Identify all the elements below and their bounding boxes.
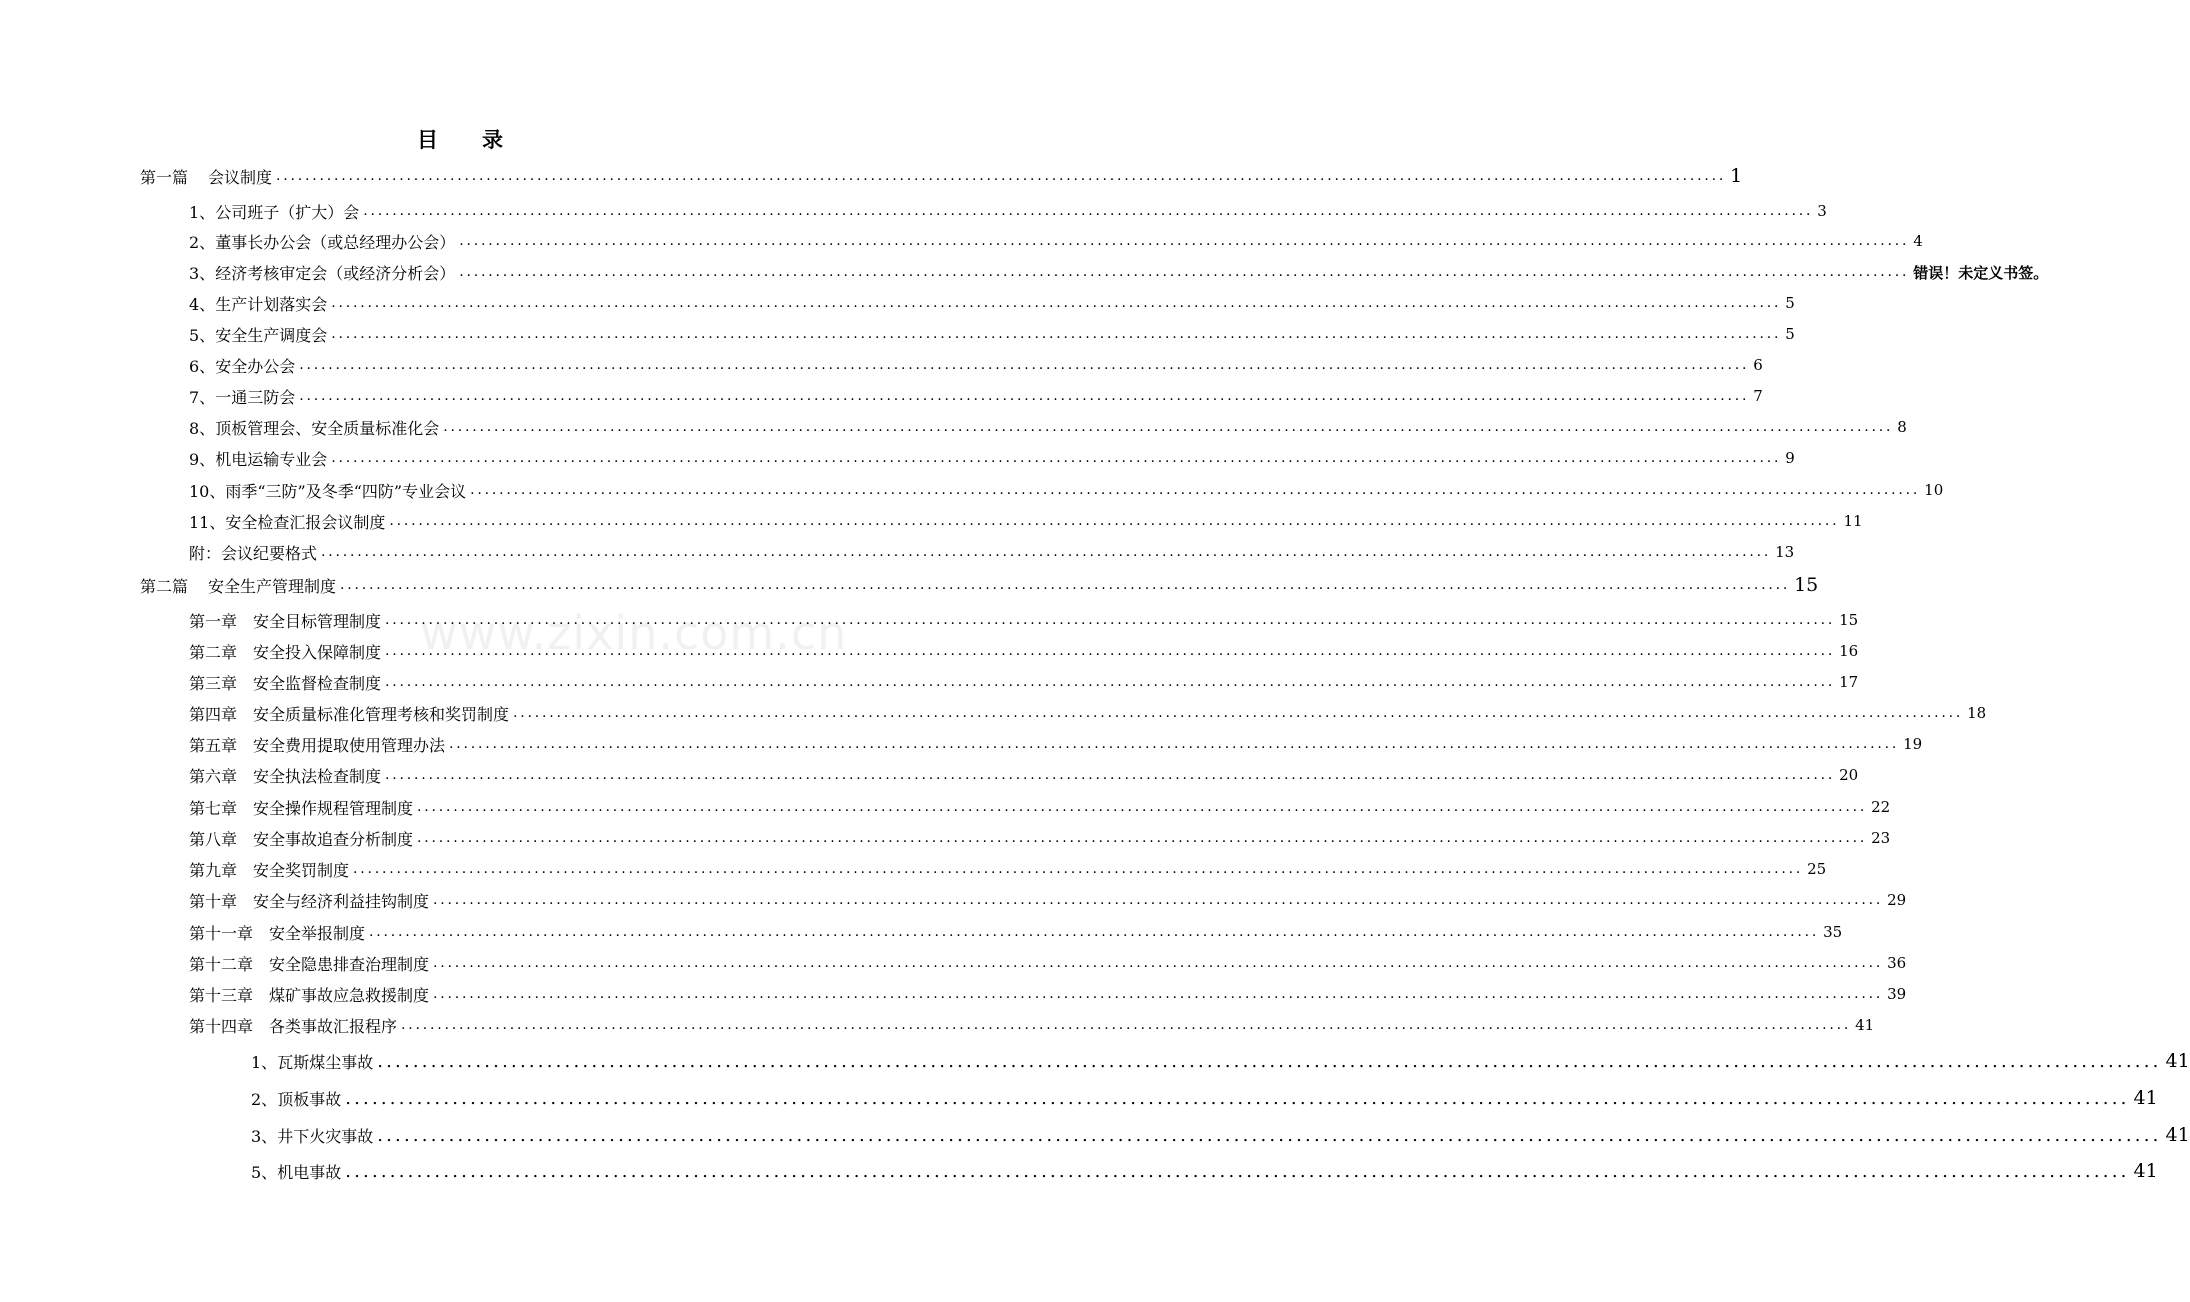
toc-entry-label	[251, 1087, 341, 1110]
toc-entry-title: 公司班子（扩大）会	[215, 202, 360, 222]
toc-entry-number: 9、	[189, 449, 216, 469]
dot-leader: ........................................................................................................................................................................................................	[377, 1050, 2162, 1072]
toc-entry-number: 6、	[189, 356, 216, 376]
toc-entry[interactable]	[189, 352, 1763, 378]
toc-entry-label	[189, 889, 429, 912]
toc-entry[interactable]	[251, 1119, 2190, 1151]
dot-leader: ........................................................................................................................................................................................................	[385, 612, 1836, 628]
toc-entry[interactable]	[140, 163, 1743, 189]
toc-entry-number: 第二章	[189, 642, 238, 662]
toc-entry-title: 安全隐患排查治理制度	[269, 954, 430, 974]
toc-entry-page: 29	[1887, 891, 1907, 909]
toc-entry[interactable]	[189, 508, 1863, 534]
toc-entry[interactable]	[189, 539, 1795, 565]
toc-entry-number: 第一篇	[140, 167, 189, 187]
toc-entry-page: 8	[1897, 418, 1907, 436]
toc-entry-page: 5	[1785, 325, 1795, 343]
toc-entry-title: 顶板管理会、安全质量标准化会	[215, 418, 440, 438]
toc-entry[interactable]	[189, 638, 1859, 664]
toc-entry-page: 11	[1843, 512, 1863, 530]
dot-leader: ........................................................................................................................................................................................................	[385, 674, 1836, 690]
toc-entry-page: 41	[2165, 1124, 2190, 1146]
toc-entry[interactable]	[189, 981, 1907, 1007]
toc-entry-title: 安全生产调度会	[215, 325, 328, 345]
toc-entry-page: 20	[1839, 766, 1859, 784]
toc-entry-title: 会议制度	[208, 167, 273, 187]
dot-leader: ........................................................................................................................................................................................................	[385, 643, 1836, 659]
toc-entry-number: 2、	[251, 1089, 278, 1109]
dot-leader: ........................................................................................................................................................................................................	[459, 233, 1910, 249]
toc-entry[interactable]	[189, 259, 2049, 285]
toc-entry-label	[189, 983, 429, 1006]
toc-entry-title: 各类事故汇报程序	[269, 1016, 398, 1036]
toc-entry-page: 16	[1839, 642, 1859, 660]
dot-leader: ........................................................................................................................................................................................................	[389, 513, 1840, 529]
toc-entry-page: 3	[1817, 202, 1827, 220]
toc-entry[interactable]	[189, 700, 1987, 726]
toc-entry-title: 机电事故	[277, 1162, 342, 1182]
toc-entry-number: 第九章	[189, 860, 238, 880]
toc-entry-title: 安全生产管理制度	[208, 576, 337, 596]
toc-entry-page: 41	[2165, 1050, 2190, 1072]
toc-entry-page: 41	[2133, 1087, 2158, 1109]
toc-entry-title: 经济考核审定会（或经济分析会）	[215, 263, 456, 283]
toc-entry-number: 第七章	[189, 798, 238, 818]
dot-leader: ........................................................................................................................................................................................................	[331, 450, 1782, 466]
watermark: www.zixin.com.cn	[420, 606, 848, 660]
dot-leader: ........................................................................................................................................................................................................	[340, 577, 1791, 593]
toc-entry-label	[140, 574, 336, 597]
toc-entry-title: 安全质量标准化管理考核和奖罚制度	[253, 704, 510, 724]
toc-entry-title: 安全操作规程管理制度	[253, 798, 414, 818]
toc-entry-title: 安全事故追查分析制度	[253, 829, 414, 849]
toc-entry-label	[189, 323, 327, 346]
dot-leader: ........................................................................................................................................................................................................	[345, 1160, 2130, 1182]
toc-entry-title: 安全费用提取使用管理办法	[253, 735, 446, 755]
toc-entry-label	[189, 447, 327, 470]
toc-entry-number: 1、	[189, 202, 216, 222]
toc-entry-title: 安全办公会	[215, 356, 296, 376]
toc-entry-number: 第二篇	[140, 576, 189, 596]
toc-entry[interactable]	[189, 919, 1843, 945]
toc-entry-title: 煤矿事故应急救援制度	[269, 985, 430, 1005]
toc-entry-error: 错误！未定义书签。	[1913, 263, 2049, 282]
toc-entry-title: 安全执法检查制度	[253, 766, 382, 786]
dot-leader: ........................................................................................................................................................................................................	[433, 986, 1884, 1002]
toc-entry-label	[140, 165, 272, 188]
dot-leader: ........................................................................................................................................................................................................	[513, 705, 1964, 721]
toc-entry-number: 8、	[189, 418, 216, 438]
toc-entry-page: 22	[1871, 798, 1891, 816]
toc-entry-number: 第三章	[189, 673, 238, 693]
dot-leader: ........................................................................................................................................................................................................	[385, 767, 1836, 783]
dot-leader: ........................................................................................................................................................................................................	[331, 326, 1782, 342]
toc-entry-label	[189, 510, 385, 533]
toc-entry-page: 35	[1823, 923, 1843, 941]
dot-leader: ........................................................................................................................................................................................................	[449, 736, 1900, 752]
toc-entry[interactable]	[189, 198, 1827, 224]
toc-entry-number: 4、	[189, 294, 216, 314]
toc-entry-label	[189, 541, 317, 564]
toc-entry-title: 安全举报制度	[269, 923, 366, 943]
dot-leader: ........................................................................................................................................................................................................	[470, 482, 1921, 498]
dot-leader: ........................................................................................................................................................................................................	[417, 830, 1868, 846]
toc-entry-number: 5、	[251, 1162, 278, 1182]
toc-entry-title: 雨季“三防”及冬季“四防”专业会议	[225, 481, 467, 501]
title-char-2: 录	[482, 127, 503, 152]
toc-entry-label	[189, 733, 445, 756]
toc-entry-title: 生产计划落实会	[215, 294, 328, 314]
toc-entry-page: 41	[2133, 1160, 2158, 1182]
toc-entry-label	[251, 1160, 341, 1183]
toc-entry-title: 安全目标管理制度	[253, 611, 382, 631]
toc-entry-page: 10	[1924, 481, 1944, 499]
toc-entry[interactable]	[189, 731, 1923, 757]
dot-leader: ........................................................................................................................................................................................................	[363, 203, 1814, 219]
toc-entry-label	[189, 385, 295, 408]
toc-entry-label	[189, 827, 413, 850]
toc-entry-page: 25	[1807, 860, 1827, 878]
toc-entry-label	[189, 200, 359, 223]
toc-entry-number: 3、	[189, 263, 216, 283]
toc-entry-page: 41	[1855, 1016, 1875, 1034]
toc-entry-label	[189, 416, 439, 439]
toc-entry-title: 安全检查汇报会议制度	[225, 512, 386, 532]
toc-entry-number: 11、	[189, 512, 226, 532]
toc-entry-label	[189, 479, 466, 502]
toc-entry[interactable]	[189, 383, 1763, 409]
toc-entry-label	[189, 230, 455, 253]
toc-entry-title: 会议纪要格式	[221, 543, 318, 563]
toc-entry-page: 39	[1887, 985, 1907, 1003]
dot-leader: ........................................................................................................................................................................................................	[377, 1124, 2162, 1146]
toc-entry-number: 第十四章	[189, 1016, 254, 1036]
toc-entry-label	[251, 1050, 373, 1073]
toc-entry-label	[189, 640, 381, 663]
title-char-1: 目	[417, 127, 438, 152]
toc-entry-page: 19	[1903, 735, 1923, 753]
toc-entry-title: 安全监督检查制度	[253, 673, 382, 693]
toc-entry-number: 附：	[189, 543, 222, 563]
toc-entry-title: 瓦斯煤尘事故	[277, 1052, 374, 1072]
toc-entry-number: 第五章	[189, 735, 238, 755]
toc-entry-label	[251, 1124, 373, 1147]
toc-entry-title: 安全奖罚制度	[253, 860, 350, 880]
dot-leader: ........................................................................................................................................................................................................	[433, 892, 1884, 908]
toc-entry-number: 第十一章	[189, 923, 254, 943]
toc-entry-label	[189, 671, 381, 694]
toc-entry-number: 5、	[189, 325, 216, 345]
toc-entry[interactable]	[189, 321, 1795, 347]
toc-entry-label	[189, 702, 509, 725]
dot-leader: ........................................................................................................................................................................................................	[369, 924, 1820, 940]
toc-entry[interactable]	[140, 572, 1819, 598]
toc-entry-page: 36	[1887, 954, 1907, 972]
toc-entry-number: 10、	[189, 481, 226, 501]
toc-entry-title: 董事长办公会（或总经理办公会）	[215, 232, 456, 252]
toc-entry[interactable]	[189, 669, 1859, 695]
toc-entry[interactable]	[189, 1012, 1875, 1038]
toc-entry-label	[189, 609, 381, 632]
toc-entry[interactable]	[189, 762, 1859, 788]
toc-entry-label	[189, 1014, 397, 1037]
toc-entry-page: 17	[1839, 673, 1859, 691]
toc-entry-page: 5	[1785, 294, 1795, 312]
toc-entry-title: 顶板事故	[277, 1089, 342, 1109]
toc-entry[interactable]	[251, 1155, 2158, 1187]
toc-entry[interactable]	[189, 856, 1827, 882]
dot-leader: ........................................................................................................................................................................................................	[353, 861, 1804, 877]
toc-entry-number: 第一章	[189, 611, 238, 631]
dot-leader: ........................................................................................................................................................................................................	[299, 388, 1750, 404]
dot-leader: ........................................................................................................................................................................................................	[417, 799, 1868, 815]
dot-leader: ........................................................................................................................................................................................................	[299, 357, 1750, 373]
toc-entry-number: 第六章	[189, 766, 238, 786]
toc-entry[interactable]	[189, 794, 1891, 820]
toc-entry-page: 9	[1785, 449, 1795, 467]
toc-entry-page: 1	[1730, 165, 1743, 187]
toc-entry-page: 15	[1839, 611, 1859, 629]
toc-entry-page: 18	[1967, 704, 1987, 722]
dot-leader: ........................................................................................................................................................................................................	[459, 264, 1910, 280]
toc-entry[interactable]	[189, 607, 1859, 633]
toc-entry-page: 4	[1913, 232, 1923, 250]
toc-entry[interactable]	[251, 1082, 2158, 1114]
toc-entry[interactable]	[189, 887, 1907, 913]
toc-entry-label	[189, 261, 455, 284]
dot-leader: ........................................................................................................................................................................................................	[401, 1017, 1852, 1033]
toc-entry-label	[189, 764, 381, 787]
toc-entry-title: 井下火灾事故	[277, 1126, 374, 1146]
toc-entry[interactable]	[189, 825, 1891, 851]
toc-entry-label	[189, 921, 365, 944]
toc-entry-number: 3、	[251, 1126, 278, 1146]
dot-leader: ........................................................................................................................................................................................................	[321, 544, 1772, 560]
toc-entry-label	[189, 354, 295, 377]
toc-entry-page: 13	[1775, 543, 1795, 561]
toc-entry-title: 安全与经济利益挂钩制度	[253, 891, 430, 911]
toc-entry[interactable]	[189, 950, 1907, 976]
toc-entry-label	[189, 796, 413, 819]
dot-leader: ........................................................................................................................................................................................................	[433, 955, 1884, 971]
toc-entry-page: 6	[1753, 356, 1763, 374]
toc-entry-number: 第八章	[189, 829, 238, 849]
toc-entry-page: 7	[1753, 387, 1763, 405]
toc-entry[interactable]	[189, 290, 1795, 316]
toc-entry-title: 安全投入保障制度	[253, 642, 382, 662]
dot-leader: ........................................................................................................................................................................................................	[443, 419, 1894, 435]
toc-entry-number: 2、	[189, 232, 216, 252]
toc-entry[interactable]	[251, 1045, 2190, 1077]
toc-entry-label	[189, 292, 327, 315]
toc-entry-title: 机电运输专业会	[215, 449, 328, 469]
toc-entry[interactable]	[189, 228, 1923, 254]
toc-entry[interactable]	[189, 445, 1795, 471]
toc-entry[interactable]	[189, 414, 1907, 440]
toc-entry-number: 1、	[251, 1052, 278, 1072]
toc-entry-page: 23	[1871, 829, 1891, 847]
toc-entry-page: 15	[1794, 574, 1819, 596]
dot-leader: ........................................................................................................................................................................................................	[345, 1087, 2130, 1109]
toc-entry-label	[189, 952, 429, 975]
toc-entry-number: 第十章	[189, 891, 238, 911]
dot-leader: ........................................................................................................................................................................................................	[331, 295, 1782, 311]
dot-leader: ........................................................................................................................................................................................................	[276, 168, 1727, 184]
toc-entry-title: 一通三防会	[215, 387, 296, 407]
toc-entry[interactable]	[189, 477, 1944, 503]
toc-entry-number: 第十三章	[189, 985, 254, 1005]
toc-entry-number: 7、	[189, 387, 216, 407]
toc-entry-number: 第四章	[189, 704, 238, 724]
toc-entry-number: 第十二章	[189, 954, 254, 974]
toc-entry-label	[189, 858, 349, 881]
